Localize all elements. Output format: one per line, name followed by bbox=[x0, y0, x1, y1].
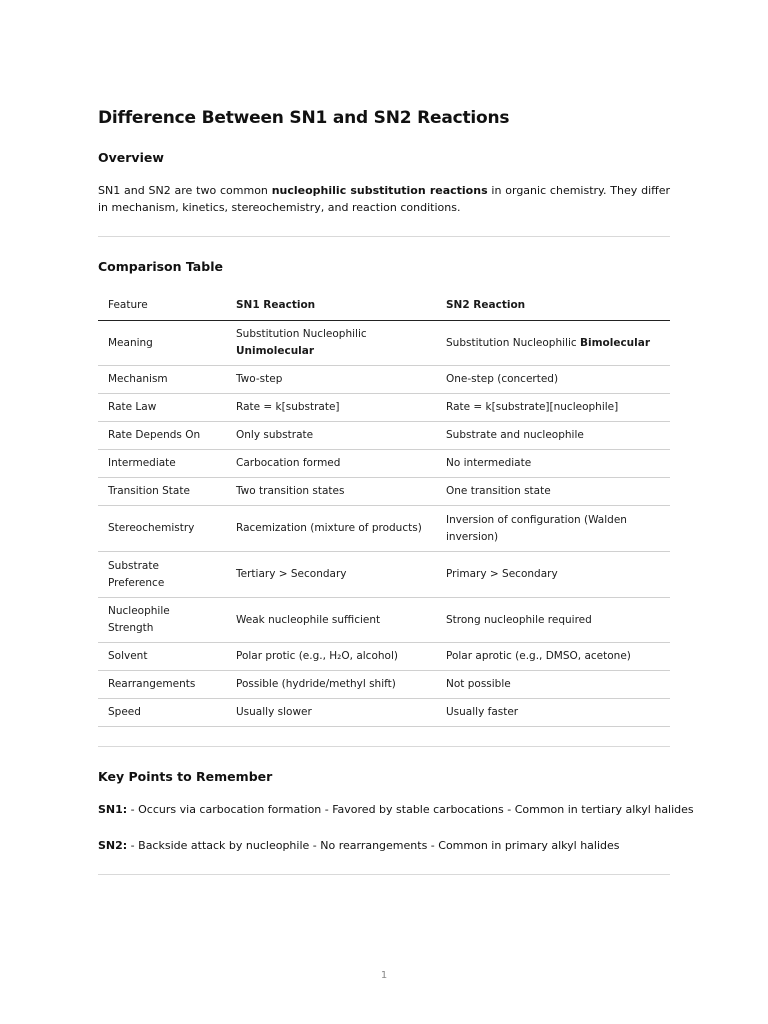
feature-cell: Rate Law bbox=[98, 394, 226, 422]
sn2-meaning-text: Substitution Nucleophilic bbox=[446, 336, 580, 349]
sn1-cell: Weak nucleophile sufficient bbox=[226, 598, 436, 643]
page-title: Difference Between SN1 and SN2 Reactions bbox=[98, 108, 510, 128]
feature-cell: Substrate Preference bbox=[98, 552, 226, 598]
comparison-table bbox=[98, 290, 670, 727]
feature-cell: Stereochemistry bbox=[98, 506, 226, 552]
table-row bbox=[98, 643, 670, 671]
overview-text-end: in organic chemistry. They differ in mechanism, kinetics, stereochemistry, and reaction conditions. bbox=[98, 184, 670, 214]
table-row bbox=[98, 552, 670, 598]
table-row bbox=[98, 699, 670, 727]
divider bbox=[98, 746, 670, 747]
sn2-cell: One-step (concerted) bbox=[436, 366, 670, 394]
sn1-cell: Polar protic (e.g., H₂O, alcohol) bbox=[226, 643, 436, 671]
sn2-cell: Rate = k[substrate][nucleophile] bbox=[436, 394, 670, 422]
sn2-cell bbox=[436, 321, 670, 366]
sn2-cell: Substrate and nucleophile bbox=[436, 422, 670, 450]
feature-cell: Mechanism bbox=[98, 366, 226, 394]
divider bbox=[98, 236, 670, 237]
feature-cell: Meaning bbox=[98, 321, 226, 366]
key-point-text: - Backside attack by nucleophile - No rearrangements - Common in primary alkyl halides bbox=[127, 839, 620, 852]
feature-cell: Solvent bbox=[98, 643, 226, 671]
sn1-cell: Only substrate bbox=[226, 422, 436, 450]
sn2-cell: Strong nucleophile required bbox=[436, 598, 670, 643]
sn1-cell: Two transition states bbox=[226, 478, 436, 506]
overview-heading: Overview bbox=[98, 150, 164, 165]
key-point-sn1 bbox=[98, 803, 694, 816]
sn1-cell: Racemization (mixture of products) bbox=[226, 506, 436, 552]
sn2-cell: Inversion of configuration (Walden inversion) bbox=[436, 506, 670, 552]
sn2-cell: One transition state bbox=[436, 478, 670, 506]
divider bbox=[98, 874, 670, 875]
key-point-label: SN2: bbox=[98, 839, 128, 852]
sn2-cell: Polar aprotic (e.g., DMSO, acetone) bbox=[436, 643, 670, 671]
table-header-row bbox=[98, 290, 670, 321]
feature-cell: Speed bbox=[98, 699, 226, 727]
page-number: 1 bbox=[380, 970, 388, 981]
sn1-cell: Possible (hydride/methyl shift) bbox=[226, 671, 436, 699]
table-row bbox=[98, 450, 670, 478]
sn1-meaning-text: Substitution Nucleophilic bbox=[236, 328, 367, 340]
feature-cell: Intermediate bbox=[98, 450, 226, 478]
sn2-cell: No intermediate bbox=[436, 450, 670, 478]
key-point-label: SN1: bbox=[98, 803, 128, 816]
feature-cell: Rearrangements bbox=[98, 671, 226, 699]
table-row bbox=[98, 422, 670, 450]
table-row bbox=[98, 478, 670, 506]
overview-paragraph bbox=[98, 182, 670, 216]
sn2-cell: Usually faster bbox=[436, 699, 670, 727]
sn1-cell: Tertiary > Secondary bbox=[226, 552, 436, 598]
feature-cell: Rate Depends On bbox=[98, 422, 226, 450]
sn2-cell: Primary > Secondary bbox=[436, 552, 670, 598]
table-row bbox=[98, 598, 670, 643]
feature-cell: Transition State bbox=[98, 478, 226, 506]
overview-text-start: SN1 and SN2 are two common bbox=[98, 184, 272, 197]
table-row bbox=[98, 394, 670, 422]
sn1-cell: Rate = k[substrate] bbox=[226, 394, 436, 422]
feature-cell: Nucleophile Strength bbox=[98, 598, 226, 643]
comparison-heading: Comparison Table bbox=[98, 259, 223, 274]
sn1-cell: Usually slower bbox=[226, 699, 436, 727]
sn1-cell: Two-step bbox=[226, 366, 436, 394]
column-header-feature: Feature bbox=[98, 290, 226, 321]
table-row bbox=[98, 506, 670, 552]
key-point-sn2 bbox=[98, 839, 620, 852]
key-points-heading: Key Points to Remember bbox=[98, 769, 273, 784]
table-row bbox=[98, 366, 670, 394]
column-header-sn1: SN1 Reaction bbox=[226, 290, 436, 321]
sn1-cell: Carbocation formed bbox=[226, 450, 436, 478]
sn2-cell: Not possible bbox=[436, 671, 670, 699]
sn2-meaning-bold: Bimolecular bbox=[579, 336, 651, 349]
table-row bbox=[98, 321, 670, 366]
column-header-sn2: SN2 Reaction bbox=[436, 290, 670, 321]
table-row bbox=[98, 671, 670, 699]
key-point-text: - Occurs via carbocation formation - Favored by stable carbocations - Common in tertiary alkyl halides bbox=[127, 803, 694, 816]
overview-text-bold: nucleophilic substitution reactions bbox=[271, 184, 488, 197]
sn1-meaning-bold: Unimolecular bbox=[236, 345, 315, 357]
sn1-cell bbox=[226, 321, 436, 366]
